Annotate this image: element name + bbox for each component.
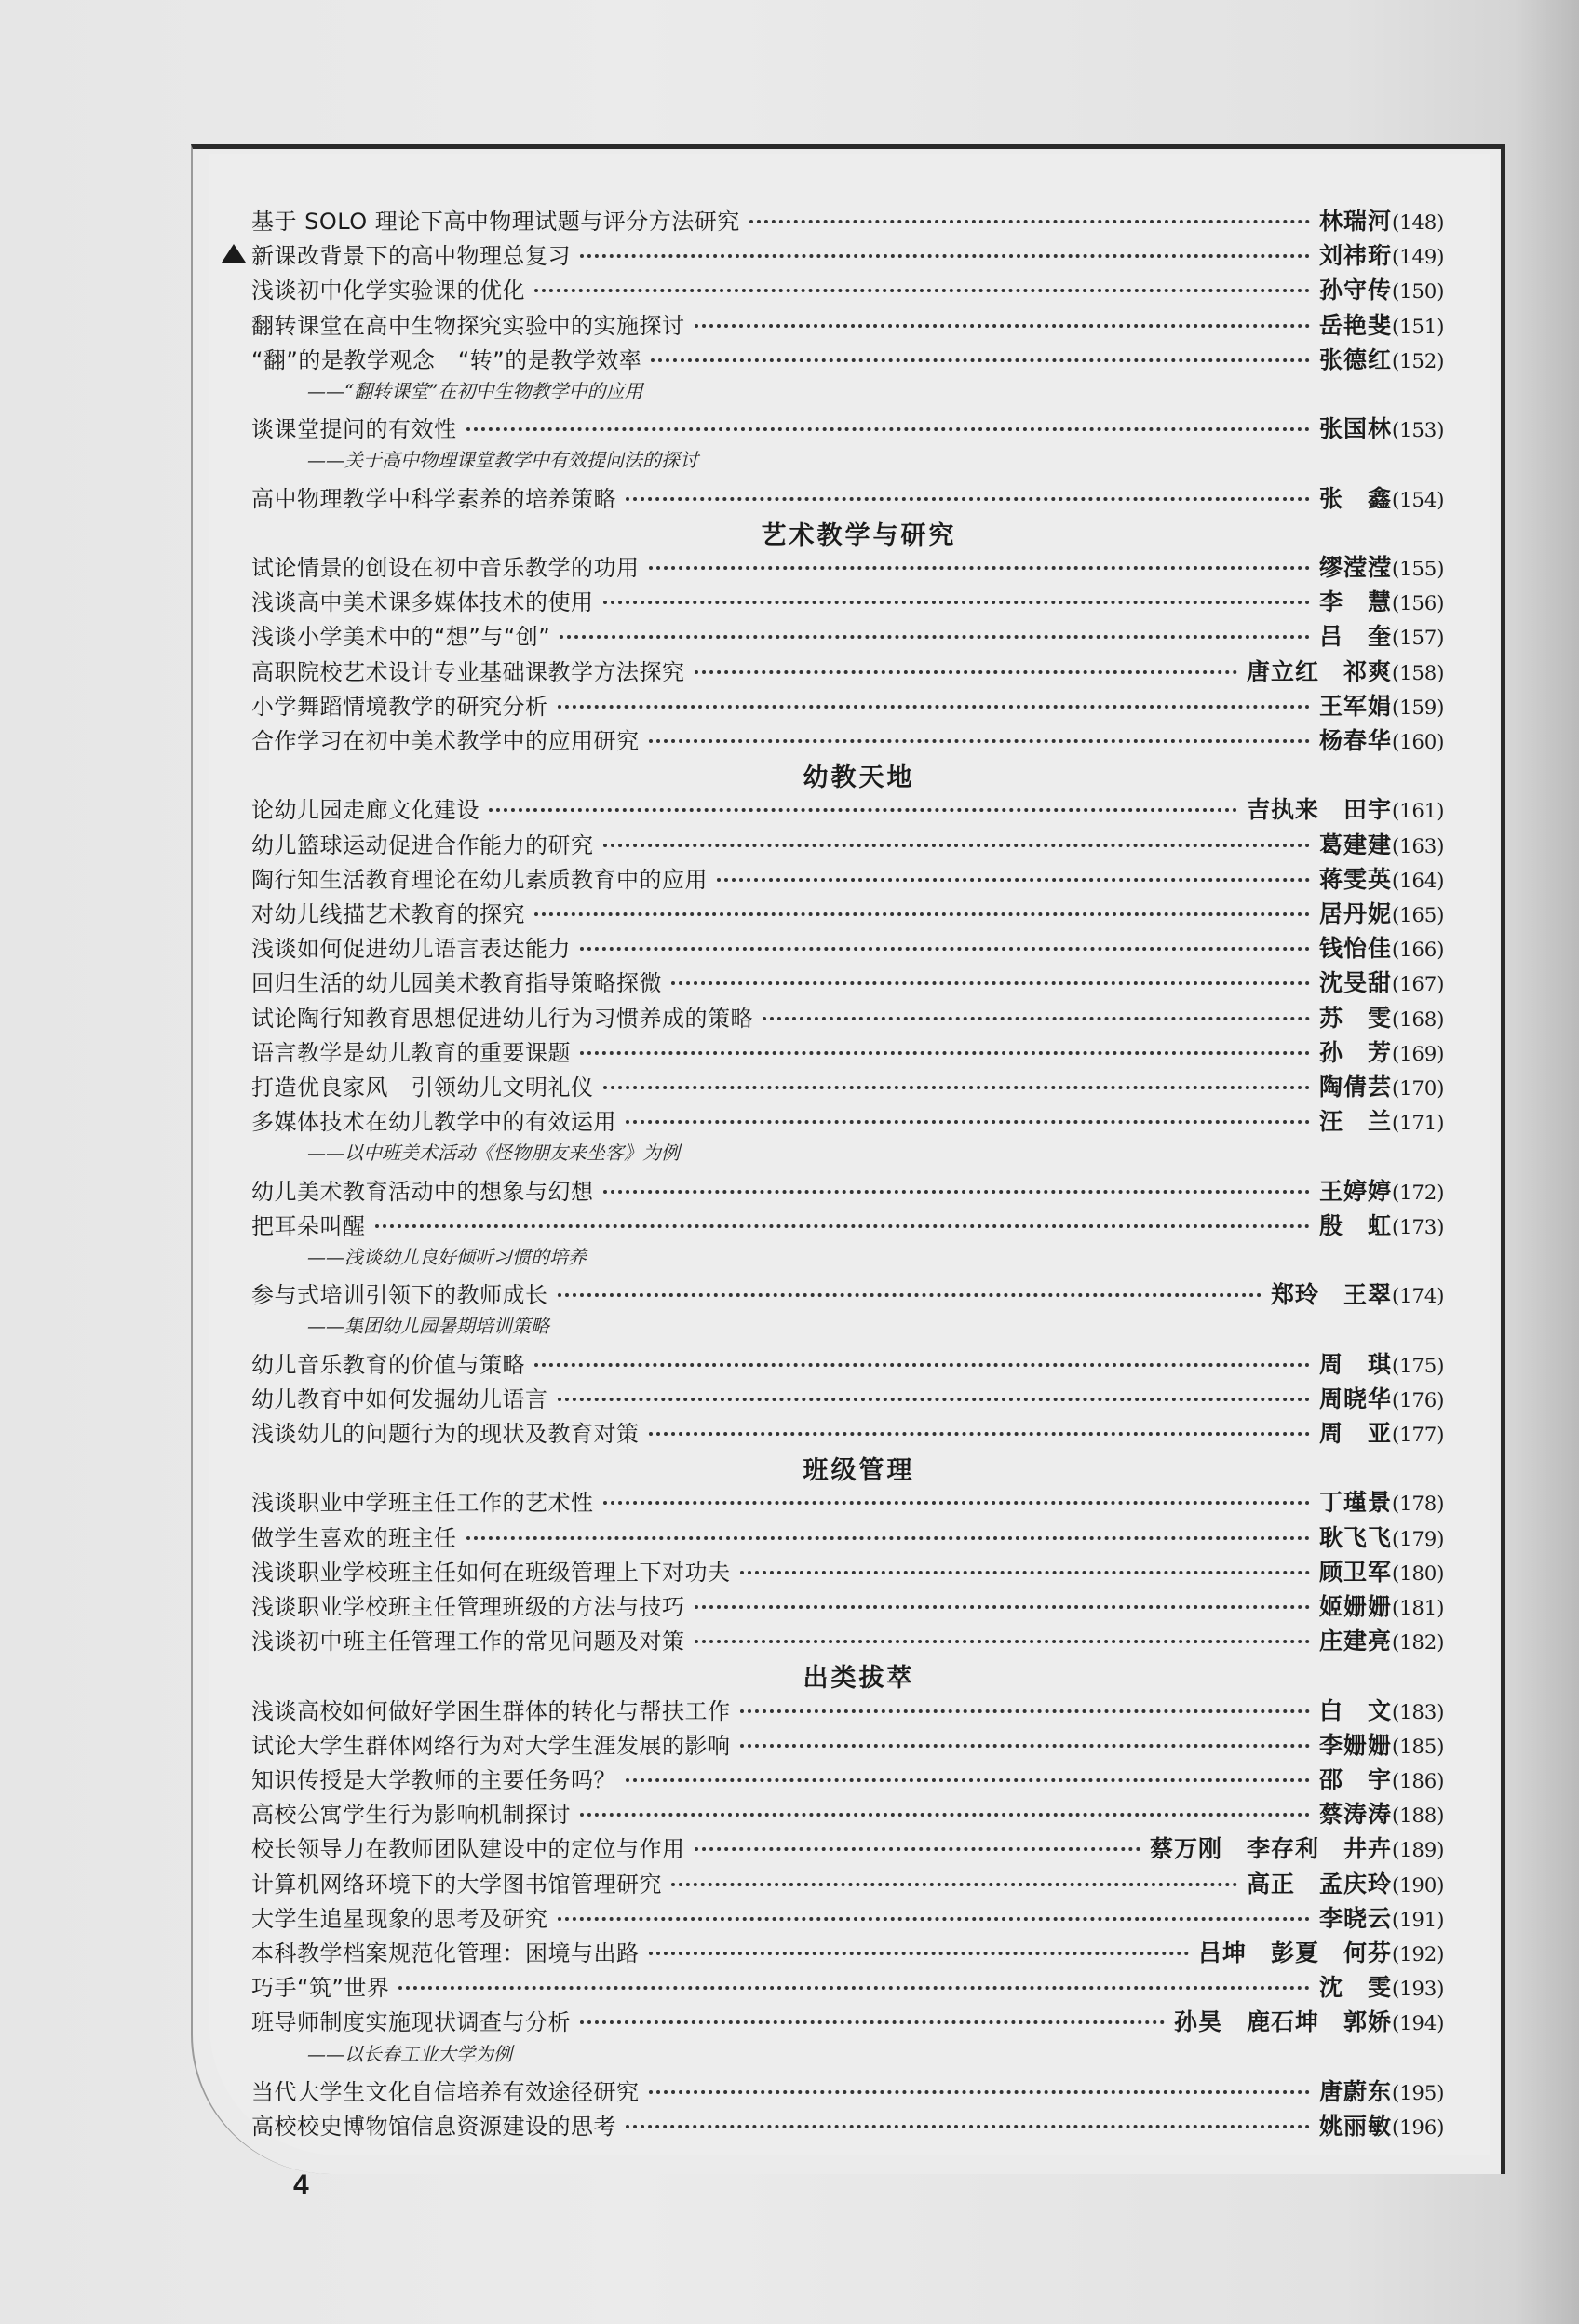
dot-leader [671, 981, 1310, 985]
dot-leader [695, 1847, 1140, 1851]
entry-title: 翻转课堂在高中生物探究实验中的实施探讨 [251, 313, 685, 339]
entry-subtitle: ——“翻转课堂”在初中生物教学中的应用 [307, 380, 643, 402]
dot-leader [649, 1432, 1310, 1436]
entry-authors: 周 琪 [1318, 1351, 1392, 1378]
entry-authors: 孙 芳 [1318, 1039, 1392, 1066]
dot-leader [466, 1536, 1310, 1540]
section-heading: 出类拔萃 [803, 1664, 915, 1693]
toc-entry [251, 2074, 1466, 2111]
entry-title: “翻”的是教学观念 “转”的是教学效率 [251, 347, 642, 373]
entry-title: 高中物理教学中科学素养的培养策略 [251, 486, 616, 512]
entry-authors: 沈 雯 [1318, 1974, 1392, 2001]
dot-leader [763, 1017, 1310, 1020]
toc-entry [251, 1208, 1466, 1245]
entry-authors: 李姗姗 [1318, 1732, 1392, 1759]
entry-page-number: (195) [1392, 2082, 1445, 2104]
toc-entry [251, 1520, 1466, 1557]
dot-leader [558, 1917, 1310, 1921]
entry-page-number: (181) [1392, 1597, 1445, 1619]
entry-title: 多媒体技术在幼儿教学中的有效运用 [251, 1109, 616, 1135]
entry-authors: 周晓华 [1318, 1385, 1392, 1412]
entry-authors: 岳艳斐 [1318, 312, 1392, 339]
entry-title: 浅谈职业学校班主任如何在班级管理上下对功夫 [251, 1560, 731, 1586]
entry-page-number: (148) [1392, 211, 1445, 234]
entry-authors: 吉执来 田宇 [1246, 796, 1392, 823]
entry-authors: 孙守传 [1318, 277, 1392, 304]
toc-entry [251, 411, 1466, 448]
entry-page-number: (172) [1392, 1182, 1445, 1204]
entry-title: 小学舞蹈情境教学的研究分析 [251, 694, 548, 720]
entry-page-number: (179) [1392, 1528, 1445, 1550]
entry-authors: 居丹妮 [1318, 900, 1392, 927]
entry-authors: 高正 孟庆玲 [1246, 1871, 1392, 1898]
toc-entry [251, 861, 1466, 899]
dot-leader [649, 1952, 1189, 1955]
entry-title: 幼儿美术教育活动中的想象与幻想 [251, 1179, 594, 1205]
entry-authors: 耿飞飞 [1318, 1524, 1392, 1551]
entry-authors: 张德红 [1318, 346, 1392, 373]
entry-page-number: (173) [1392, 1216, 1445, 1238]
dot-leader [580, 2020, 1165, 2024]
entry-authors: 郑玲 王翠 [1270, 1281, 1392, 1308]
dot-leader [580, 1051, 1310, 1055]
dot-leader [626, 2125, 1310, 2128]
entry-authors: 沈旻甜 [1318, 969, 1392, 996]
dot-leader [740, 1571, 1310, 1574]
entry-authors: 顾卫军 [1318, 1559, 1392, 1586]
toc-entry [251, 1727, 1466, 1764]
entry-title: 当代大学生文化自信培养有效途径研究 [251, 2079, 640, 2105]
entry-title: 幼儿教育中如何发掘幼儿语言 [251, 1386, 548, 1412]
entry-authors: 蔡涛涛 [1318, 1801, 1392, 1828]
entry-page-number: (153) [1392, 419, 1445, 441]
dot-leader [695, 1640, 1310, 1643]
entry-title: 知识传授是大学教师的主要任务吗？ [251, 1767, 616, 1793]
dot-leader [603, 1190, 1310, 1194]
entry-title: 参与式培训引领下的教师成长 [251, 1282, 548, 1308]
entry-page-number: (188) [1392, 1804, 1445, 1827]
entry-authors: 蔡万刚 李存利 井卉 [1149, 1835, 1392, 1862]
page-number: 4 [293, 2169, 309, 2200]
toc-entry [251, 1588, 1466, 1626]
entry-title: 论幼儿园走廊文化建设 [251, 797, 479, 823]
entry-authors: 吕坤 彭夏 何芬 [1197, 1939, 1392, 1966]
entry-title: 浅谈小学美术中的“想”与“创” [251, 624, 551, 650]
toc-entry [251, 1693, 1466, 1730]
entry-page-number: (150) [1392, 280, 1445, 303]
toc-entry [251, 1000, 1466, 1037]
entry-page-number: (192) [1392, 1943, 1445, 1966]
entry-subtitle: ——浅谈幼儿良好倾听习惯的培养 [307, 1246, 587, 1268]
entry-title: 浅谈幼儿的问题行为的现状及教育对策 [251, 1421, 640, 1447]
entry-title: 浅谈高中美术课多媒体技术的使用 [251, 589, 594, 615]
dot-leader [649, 2090, 1310, 2094]
dot-leader [580, 947, 1310, 951]
dot-leader [740, 1744, 1310, 1748]
entry-title: 浅谈职业学校班主任管理班级的方法与技巧 [251, 1594, 685, 1620]
entry-page-number: (169) [1392, 1043, 1445, 1065]
toc-entry [251, 654, 1466, 691]
toc-entry [251, 930, 1466, 967]
dot-leader [558, 1293, 1262, 1297]
entry-authors: 白 文 [1318, 1697, 1392, 1724]
entry-title: 试论情景的创设在初中音乐教学的功用 [251, 555, 640, 581]
entry-page-number: (177) [1392, 1424, 1445, 1446]
entry-page-number: (166) [1392, 939, 1445, 961]
entry-page-number: (167) [1392, 973, 1445, 995]
dot-leader [695, 324, 1310, 328]
entry-title: 试论陶行知教育思想促进幼儿行为习惯养成的策略 [251, 1006, 753, 1032]
dot-leader [649, 566, 1310, 570]
entry-title: 浅谈如何促进幼儿语言表达能力 [251, 936, 571, 962]
dot-leader [534, 289, 1310, 292]
dot-leader [695, 1605, 1310, 1609]
entry-title: 高校校史博物馆信息资源建设的思考 [251, 2114, 616, 2140]
dot-leader [740, 1709, 1310, 1713]
entry-page-number: (156) [1392, 592, 1445, 615]
toc-entry [251, 1762, 1466, 1799]
toc-entry [251, 1381, 1466, 1418]
toc-entry [251, 688, 1466, 725]
entry-authors: 唐蔚东 [1318, 2078, 1392, 2105]
toc-entry [251, 1900, 1466, 1938]
dot-leader [489, 808, 1237, 812]
toc-entry [251, 1866, 1466, 1903]
toc-entry [251, 2004, 1466, 2041]
entry-title: 大学生追星现象的思考及研究 [251, 1906, 548, 1932]
dot-leader [375, 1224, 1310, 1228]
entry-page-number: (164) [1392, 870, 1445, 892]
entry-subtitle: ——关于高中物理课堂教学中有效提问法的探讨 [307, 449, 698, 471]
entry-subtitle: ——集团幼儿园暑期培训策略 [307, 1315, 549, 1337]
entry-title: 合作学习在初中美术教学中的应用研究 [251, 728, 640, 754]
entry-title: 高职院校艺术设计专业基础课教学方法探究 [251, 659, 685, 685]
entry-title: 打造优良家风 引领幼儿文明礼仪 [251, 1074, 594, 1101]
entry-page-number: (178) [1392, 1493, 1445, 1515]
entry-page-number: (161) [1392, 800, 1445, 822]
entry-page-number: (190) [1392, 1874, 1445, 1897]
entry-title: 浅谈高校如何做好学困生群体的转化与帮扶工作 [251, 1698, 731, 1724]
dot-leader [560, 635, 1310, 639]
toc-entry [251, 203, 1466, 240]
entry-page-number: (175) [1392, 1355, 1445, 1377]
entry-title: 陶行知生活教育理论在幼儿素质教育中的应用 [251, 867, 708, 893]
toc-entry [251, 272, 1466, 309]
entry-page-number: (182) [1392, 1631, 1445, 1654]
entry-page-number: (159) [1392, 696, 1445, 719]
section-heading: 班级管理 [803, 1456, 915, 1485]
toc-entry [251, 827, 1466, 864]
entry-authors: 钱怡佳 [1318, 935, 1392, 962]
entry-title: 语言教学是幼儿教育的重要课题 [251, 1040, 571, 1066]
entry-title: 计算机网络环境下的大学图书馆管理研究 [251, 1871, 662, 1898]
dot-leader [695, 670, 1237, 674]
toc-entry [251, 1069, 1466, 1106]
dot-leader [398, 1986, 1310, 1990]
toc-entry [251, 723, 1466, 760]
section-heading: 艺术教学与研究 [761, 521, 957, 550]
entry-page-number: (160) [1392, 731, 1445, 753]
entry-page-number: (196) [1392, 2116, 1445, 2139]
dot-leader [534, 1363, 1310, 1367]
entry-title: 试论大学生群体网络行为对大学生涯发展的影响 [251, 1733, 731, 1759]
entry-page-number: (176) [1392, 1389, 1445, 1412]
entry-authors: 邵 宇 [1318, 1766, 1392, 1793]
entry-title: 回归生活的幼儿园美术教育指导策略探微 [251, 970, 662, 996]
entry-title: 班导师制度实施现状调查与分析 [251, 2009, 571, 2035]
entry-authors: 苏 雯 [1318, 1005, 1392, 1032]
entry-page-number: (193) [1392, 1978, 1445, 2000]
entry-page-number: (149) [1392, 246, 1445, 268]
dot-leader [558, 1398, 1310, 1401]
entry-page-number: (152) [1392, 350, 1445, 372]
dot-leader [466, 427, 1310, 431]
entry-authors: 李晓云 [1318, 1905, 1392, 1932]
dot-leader [749, 220, 1310, 223]
toc-entry [251, 1969, 1466, 2006]
entry-authors: 张国林 [1318, 415, 1392, 442]
entry-page-number: (194) [1392, 2012, 1445, 2034]
dot-leader [649, 739, 1310, 743]
entry-page-number: (170) [1392, 1077, 1445, 1100]
toc-entry [251, 2108, 1466, 2145]
toc-entry [251, 1831, 1466, 1868]
entry-page-number: (180) [1392, 1562, 1445, 1585]
toc-entry [251, 618, 1466, 655]
entry-authors: 杨春华 [1318, 727, 1392, 754]
dot-leader [603, 844, 1310, 847]
entry-page-number: (154) [1392, 489, 1445, 511]
entry-title: 幼儿音乐教育的价值与策略 [251, 1352, 525, 1378]
dot-leader [580, 1813, 1310, 1817]
entry-title: 把耳朵叫醒 [251, 1213, 366, 1239]
entry-subtitle: ——以长春工业大学为例 [307, 2043, 512, 2065]
toc-entry [251, 237, 1466, 275]
entry-authors: 唐立红 祁爽 [1246, 658, 1392, 685]
toc-entry [251, 791, 1466, 829]
entry-title: 高校公寓学生行为影响机制探讨 [251, 1802, 571, 1828]
entry-title: 巧手“筑”世界 [251, 1975, 390, 2001]
toc-entry [251, 1415, 1466, 1452]
toc-entry [251, 480, 1466, 518]
toc-entry [251, 1103, 1466, 1141]
entry-title: 幼儿篮球运动促进合作能力的研究 [251, 832, 594, 858]
entry-authors: 林瑞河 [1318, 208, 1392, 235]
entry-title: 浅谈初中班主任管理工作的常见问题及对策 [251, 1628, 685, 1655]
entry-title: 浅谈初中化学实验课的优化 [251, 277, 525, 304]
dot-leader [626, 497, 1310, 501]
entry-authors: 陶倩芸 [1318, 1074, 1392, 1101]
entry-authors: 王军娟 [1318, 693, 1392, 720]
dot-leader [717, 878, 1310, 882]
entry-authors: 丁瑾景 [1318, 1489, 1392, 1516]
dot-leader [651, 358, 1310, 362]
dot-leader [580, 254, 1310, 258]
entry-title: 新课改背景下的高中物理总复习 [251, 243, 571, 269]
entry-authors: 张 鑫 [1318, 485, 1392, 512]
toc-entry [251, 1277, 1466, 1314]
dot-leader [558, 705, 1310, 709]
dot-leader [626, 1120, 1310, 1124]
toc-entry [251, 1484, 1466, 1521]
entry-authors: 汪 兰 [1318, 1108, 1392, 1135]
dot-leader [603, 1501, 1310, 1505]
toc-entry [251, 1935, 1466, 1972]
entry-page-number: (157) [1392, 627, 1445, 649]
entry-subtitle: ——以中班美术活动《怪物朋友来坐客》为例 [307, 1142, 680, 1164]
toc-entry [251, 1796, 1466, 1833]
entry-title: 校长领导力在教师团队建设中的定位与作用 [251, 1836, 685, 1862]
toc-entry [251, 1173, 1466, 1210]
entry-authors: 缪滢滢 [1318, 554, 1392, 581]
entry-page-number: (191) [1392, 1909, 1445, 1931]
entry-authors: 姬姗姗 [1318, 1593, 1392, 1620]
entry-title: 谈课堂提问的有效性 [251, 416, 457, 442]
dot-leader [603, 1086, 1310, 1089]
entry-page-number: (163) [1392, 835, 1445, 858]
entry-page-number: (155) [1392, 558, 1445, 580]
dot-leader [626, 1778, 1310, 1782]
entry-authors: 周 亚 [1318, 1420, 1392, 1447]
entry-page-number: (168) [1392, 1008, 1445, 1031]
entry-title: 做学生喜欢的班主任 [251, 1525, 457, 1551]
entry-page-number: (185) [1392, 1736, 1445, 1758]
dot-leader [671, 1883, 1237, 1886]
toc-entry [251, 1623, 1466, 1660]
toc-entry [251, 1346, 1466, 1384]
dot-leader [534, 912, 1310, 916]
entry-title: 本科教学档案规范化管理：困境与出路 [251, 1940, 640, 1966]
section-heading: 幼教天地 [803, 763, 915, 792]
entry-page-number: (174) [1392, 1285, 1445, 1307]
entry-page-number: (186) [1392, 1770, 1445, 1792]
entry-page-number: (171) [1392, 1112, 1445, 1134]
entry-title: 浅谈职业中学班主任工作的艺术性 [251, 1490, 594, 1516]
entry-title: 对幼儿线描艺术教育的探究 [251, 901, 525, 927]
toc-entry [251, 896, 1466, 933]
entry-authors: 吕 奎 [1318, 623, 1392, 650]
entry-authors: 庄建亮 [1318, 1628, 1392, 1655]
entry-authors: 殷 虹 [1318, 1212, 1392, 1239]
toc-entry [251, 1034, 1466, 1072]
entry-authors: 姚丽敏 [1318, 2113, 1392, 2140]
entry-authors: 蒋雯英 [1318, 866, 1392, 893]
entry-page-number: (151) [1392, 316, 1445, 338]
toc-entry [251, 584, 1466, 621]
entry-page-number: (165) [1392, 904, 1445, 926]
toc-entry [251, 549, 1466, 587]
toc-entry [251, 965, 1466, 1002]
dot-leader [603, 601, 1310, 604]
entry-authors: 李 慧 [1318, 588, 1392, 615]
entry-authors: 孙昊 鹿石坤 郭娇 [1173, 2008, 1392, 2035]
toc-entry [251, 307, 1466, 345]
entry-page-number: (158) [1392, 662, 1445, 684]
entry-page-number: (183) [1392, 1701, 1445, 1723]
entry-authors: 葛建建 [1318, 831, 1392, 858]
entry-authors: 刘祎珩 [1318, 242, 1392, 269]
toc-entry [251, 1554, 1466, 1591]
entry-page-number: (189) [1392, 1839, 1445, 1861]
entry-title: 基于 SOLO 理论下高中物理试题与评分方法研究 [251, 209, 740, 235]
entry-authors: 王婷婷 [1318, 1178, 1392, 1205]
toc-entry [251, 342, 1466, 379]
